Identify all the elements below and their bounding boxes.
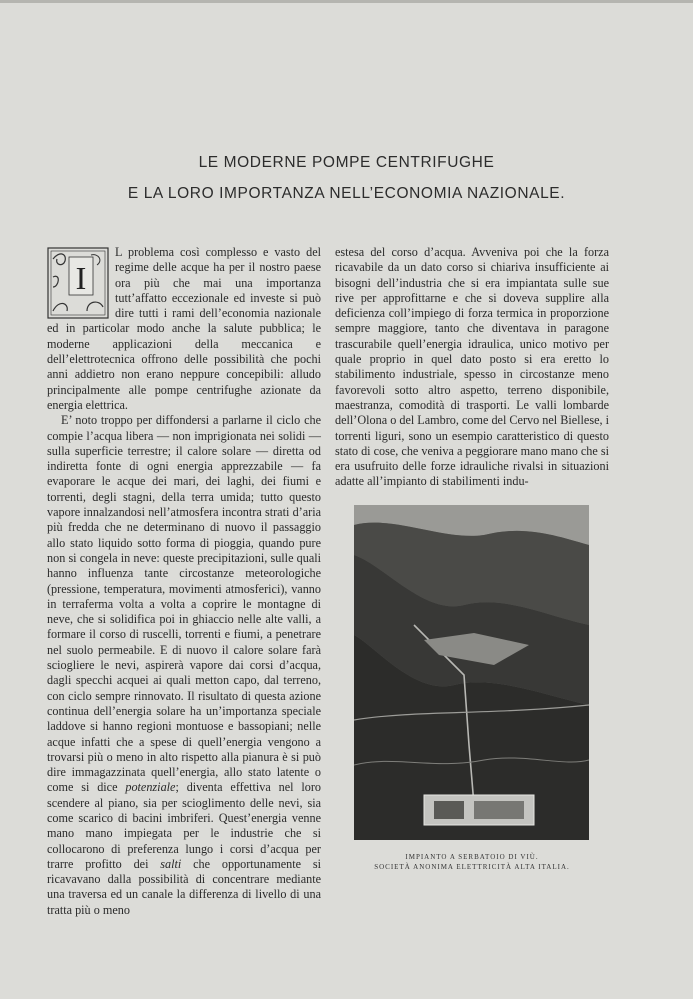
left-column bbox=[47, 245, 321, 918]
article-title-line-1: LE MODERNE POMPE CENTRIFUGHE bbox=[198, 154, 495, 171]
italic-term-salti: salti bbox=[160, 856, 182, 871]
page-top-edge bbox=[0, 0, 693, 3]
italic-term-potenziale: potenziale bbox=[125, 780, 176, 795]
left-paragraph-1-text: L problema così complesso e vasto del regime delle acque ha per il nostro paese ora più che mai una importanza tutt’affatto eccezionale ed investe si può dire tutti i rami dell’economia nazionale ed in particolar modo anche la salute pubblica; le moderne applicazioni della meccanica e dell’elettrotecnica offrono delle possibilità che pochi anni addietro non erano neppure concepibili: alludo principalmente alle pompe centrifughe azionate da energia elettrica. bbox=[47, 245, 321, 412]
left-paragraph-2 bbox=[47, 413, 321, 918]
article-title-line-2: E LA LORO IMPORTANZA NELL’ECONOMIA NAZIONALE. bbox=[127, 185, 566, 202]
right-paragraph-1: estesa del corso d’acqua. Avveniva poi che la forza ricavabile da un dato corso si chiariva insufficiente ai bisogni dell’industria che si era impiantata sulle sue rive per approfittarne e che si doveva supplire alla deficienza coll’impiego di forza termica in proporzione sempre maggiore, tanto che diventava in paragone trascurabile quell’energia idraulica, unico motivo per quale proprio in quel dato posto si era eretto lo stabilimento industriale, spesso in circostanze meno favorevoli sotto altro aspetto, terreno disponibile, maestranza, comodità di trasporti. Le valli lombarde dell’Olona o del Lambro, come del Cervo nel Biellese, i torrenti liguri, sono un esempio caratteristico di questo stato di cose, che veniva a peggiorare mano mano che si era usufruito delle forze idrauliche rivalsi in situazioni adatte all’impianto di stabilimenti indu- bbox=[335, 245, 609, 489]
left-paragraph-2-text-a: E’ noto troppo per diffondersi a parlarne il ciclo che compie l’acqua libera — non imprigionata nei solidi — sulla superficie terrestre; il calore solare — diretta od indiretta fonte di ogni energia apprezzabile — fa evaporare le acque dei mari, dei laghi, dei fiumi e torrenti, degli stagni, della terra umida; tutto questo vapore innalzandosi nell’atmosfera incontra strati d’aria più fredda che ne determinano di nuovo il passaggio allo stato liquido sotto forma di pioggia, quando pure non si congela in neve: queste precipitazioni, sulle quali hanno influenza tante circostanze meteorologiche (pressione, temperatura, movimenti atmosferici), vanno in terraferma volta a volta a coprire le montagne di neve, che si solidifica poi in ghiaccio nelle alte valli, a formare il corso di ruscelli, torrenti e fiumi, a penetrare nel suolo permeabile. E di nuovo il calore solare farà sciogliere le nevi, aspirerà vapore dai corsi d’acqua, dagli specchi acquei ai quali metton capo, dal terreno, con ciclo sempre rinnovato. Il risultato di questa azione continua dell’energia solare ha un’importanza speciale laddove si hanno regioni montuose e bassopiani; nelle acque infatti che a spese di quell’energia vengono a trovarsi più o meno in alto rispetto alla pianura è si può dire immagazzinata quell’energia, allo stato latente o come si dice bbox=[47, 413, 321, 795]
left-paragraph-1 bbox=[47, 245, 321, 413]
ornamental-dropcap bbox=[47, 247, 109, 319]
left-paragraph-2-text-b: ; diventa effettiva nel loro scendere al piano, sia per scioglimento delle nevi, sia come scarico di bacini imbriferi. Quest’energia venne mano mano impiegata per le industrie che si collocarono di preferenza lungo i corsi d’acqua per trarre profitto dei bbox=[47, 780, 321, 871]
right-column bbox=[335, 245, 609, 490]
reservoir-photo bbox=[354, 505, 589, 840]
figure-caption-line-2: SOCIETÀ ANONIMA ELETTRICITÀ ALTA ITALIA. bbox=[374, 863, 570, 871]
figure-caption-line-1: IMPIANTO A SERBATOIO DI VIÙ. bbox=[405, 853, 539, 861]
left-paragraph-2-text-c: che opportunamente si ricavavano dalla possibilità di concentrare mediante una traversa ed un canale la differenza di livello di una tratta più o meno bbox=[47, 856, 322, 917]
dropcap-letter: I bbox=[75, 260, 87, 296]
